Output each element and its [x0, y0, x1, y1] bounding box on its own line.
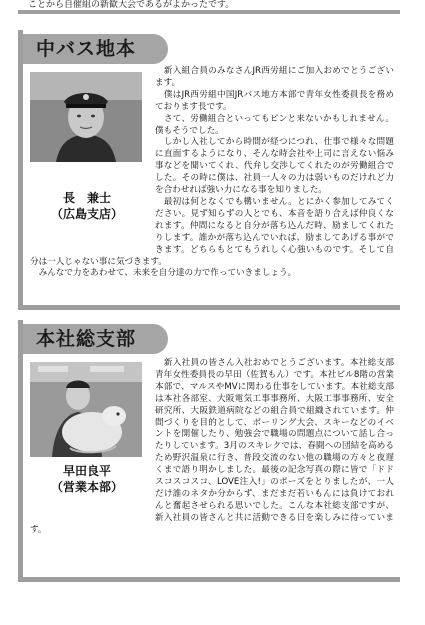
section-header-tab: [23, 324, 168, 354]
person-branch: （広島支店）: [50, 207, 123, 221]
paragraph: 新入社員の皆さん入社おめでとうございます。本社総支部青年女性委員長の早田（佐賀もん）です。本社ビル8階の営業本部で、マルスやMVに関わる仕事をしています。本社総支部は本社各部室、大阪電気工事事務所、大阪工事事務所、安全研究所、大阪鉄道病院などの組合員で組織されています。仲間づくりを目的として、ボーリング大会、スキーなどのイベントを開催したり、勉強会で職場の問題点について話し合ったりしています。3月のスキレクでは、春闘への団結を高めるため野沢温泉に行き、普段交流のない他の職場の方々と夜遅くまで語り明かしました。最後の記念写真の際に皆で「ドドスコスコスコ、LOVE注入!」のポーズをとりましたが、一人だけ誰のネタか分からず、まだまだ若いもんには負けておれんと奮起させられる思いでした。こんな本社総支部ですが、新入社員の皆さんと共に活動できる日を楽しみに待っています。: [30, 358, 394, 535]
top-text: ことから自催組の新歓大会であるがよかったです。: [28, 0, 235, 10]
section-left-border: [18, 320, 23, 582]
paragraph: しかし入社してから時間が経つにつれ、仕事で様々な問題に直面するようになり、そんな時会社や上司に言えない悩み事などを聞いてくれ、代弁し交渉してくれたのが労働組合でした。その時に僕は、社員一人々の力は弱いものだけれど力を合わせれば強い力になる事を知りました。: [155, 137, 394, 196]
section-title: 本社総支部: [36, 328, 137, 350]
article-body: [30, 66, 394, 280]
top-divider: [18, 10, 400, 14]
section-left-border: [18, 30, 23, 310]
article-body: [30, 358, 394, 537]
section-title: 中バス地本: [36, 38, 137, 60]
paragraph: 最初は何となくでも構いません。とにかく参加してみてください。見ず知らずの人とでも、本音を語り合えば仲良くなれます。仲間になると自分が落ち込んだ時、励ましてくれたりします。誰かが落ち込んでいれば、励ましてあげる事ができます。どちらもとてもうれしく心強いものです。そして自分は一人じゃない事に気づきます。: [30, 196, 394, 267]
person-name: 長 兼士: [62, 191, 111, 205]
section-honsha: [18, 320, 400, 582]
person-branch: （営業本部）: [50, 480, 123, 494]
section-header-tab: [23, 34, 168, 64]
paragraph: 新入組合員のみなさんJR西労組にご加入おめでとうございます。: [155, 66, 394, 88]
paragraph: さて、労働組合といってもピンと来ないかもしれません。僕もそうでした。: [155, 113, 394, 136]
section-bottom-border: [18, 577, 400, 582]
section-chubasu: [18, 30, 400, 310]
paragraph: 僕はJR西労組中国JRバス地方本部で青年女性委員長を務めております長です。: [155, 89, 394, 112]
section-bottom-border: [18, 305, 400, 310]
paragraph: みんなで力をあわせて、未来を自分達の力で作っていきましょう。: [30, 268, 297, 279]
person-name: 早田良平: [62, 464, 111, 478]
